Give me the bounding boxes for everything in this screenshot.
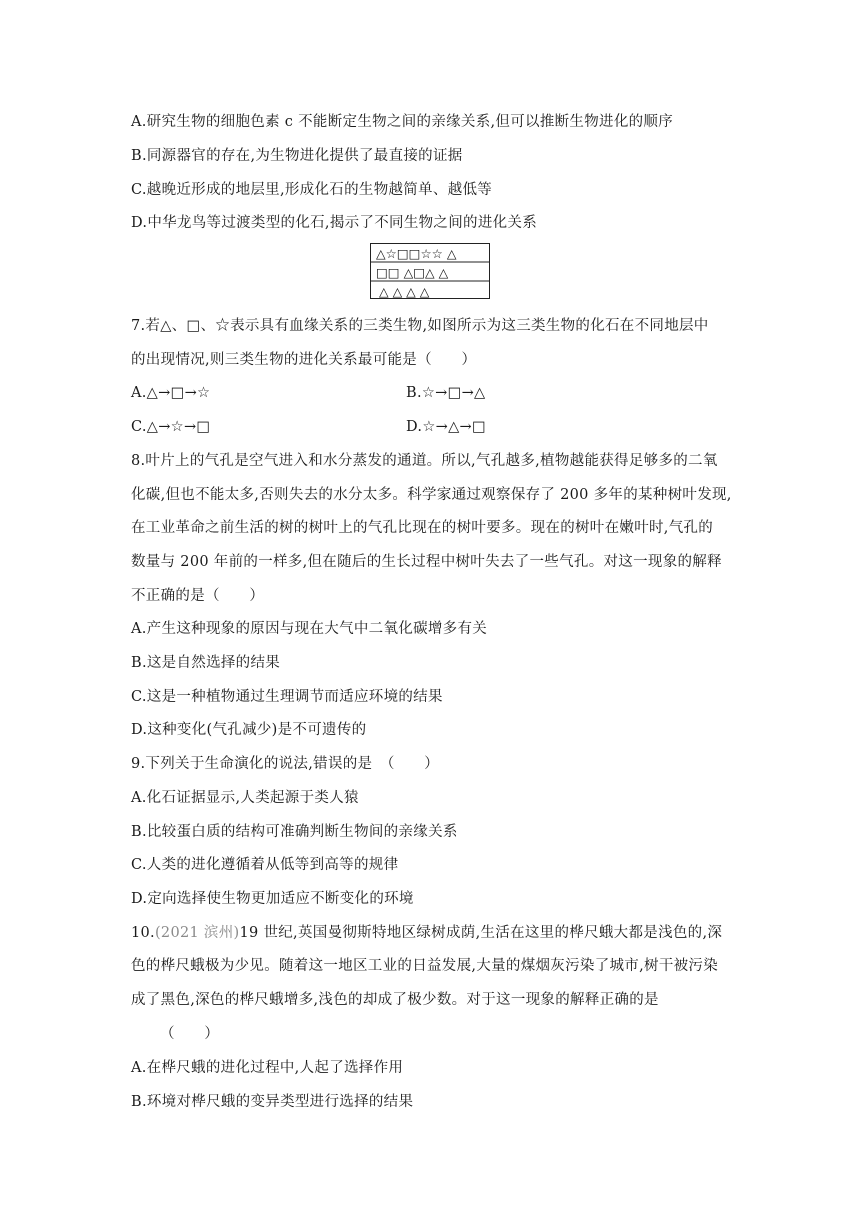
q10-stem-line-1 (131, 923, 722, 943)
q8-stem-line-2: 化碳,但也不能太多,否则失去的水分太多。科学家通过观察保存了 200 多年的某种树叶发现, (131, 487, 732, 503)
q9-option-d: D.定向选择使生物更加适应不断变化的环境 (131, 891, 414, 907)
q10-answer-blank: （ ） (160, 1026, 220, 1042)
q10-source-tag: (2021 滨州) (154, 925, 240, 941)
q10-option-b: B.环境对桦尺蛾的变异类型进行选择的结果 (131, 1094, 414, 1110)
q6-option-b: B.同源器官的存在,为生物进化提供了最直接的证据 (131, 148, 463, 164)
q10-number: 10. (131, 925, 155, 941)
strata-row-1: △☆□□☆☆ △ (376, 246, 457, 261)
q10-stem-line-2: 色的桦尺蛾极为少见。随着这一地区工业的日益发展,大量的煤烟灰污染了城市,树干被污染 (131, 958, 719, 974)
q7-stem-line-2: 的出现情况,则三类生物的进化关系最可能是（ ） (131, 352, 477, 368)
q7-option-d: D.☆→△→□ (406, 419, 486, 435)
fossil-strata-figure (370, 243, 490, 299)
q8-stem-line-1: 8.叶片上的气孔是空气进入和水分蒸发的通道。所以,气孔越多,植物越能获得足够多的二氧 (131, 453, 718, 469)
q6-option-d: D.中华龙鸟等过渡类型的化石,揭示了不同生物之间的进化关系 (131, 215, 538, 231)
q8-stem-line-3: 在工业革命之前生活的树的树叶上的气孔比现在的树叶要多。现在的树叶在嫩叶时,气孔的 (131, 520, 714, 536)
q8-stem-line-5: 不正确的是（ ） (131, 588, 265, 604)
strata-row-3: △ △ △ △ (379, 284, 430, 299)
q7-option-b: B.☆→□→△ (406, 385, 486, 401)
q6-option-a: A.研究生物的细胞色素 c 不能断定生物之间的亲缘关系,但可以推断生物进化的顺序 (131, 114, 674, 130)
q7-option-c: C.△→☆→□ (131, 419, 211, 435)
q10-stem-line-3: 成了黑色,深色的桦尺蛾增多,浅色的却成了极少数。对于这一现象的解释正确的是 (131, 992, 659, 1008)
q7-stem-line-1: 7.若△、□、☆表示具有血缘关系的三类生物,如图所示为这三类生物的化石在不同地层中 (131, 318, 709, 334)
q6-option-c: C.越晚近形成的地层里,形成化石的生物越简单、越低等 (131, 182, 493, 198)
q10-stem-text: 19 世纪,英国曼彻斯特地区绿树成荫,生活在这里的桦尺蛾大都是浅色的,深 (239, 925, 723, 941)
q9-stem: 9.下列关于生命演化的说法,错误的是 （ ） (131, 756, 440, 772)
q8-option-b: B.这是自然选择的结果 (131, 655, 281, 671)
q10-option-a: A.在桦尺蛾的进化过程中,人起了选择作用 (131, 1060, 404, 1076)
q9-option-b: B.比较蛋白质的结构可准确判断生物间的亲缘关系 (131, 824, 458, 840)
q8-option-a: A.产生这种现象的原因与现在大气中二氧化碳增多有关 (131, 621, 488, 637)
q9-option-a: A.化石证据显示,人类起源于类人猿 (131, 790, 359, 806)
strata-row-2: □□ △□△ △ (376, 265, 449, 280)
q8-option-c: C.这是一种植物通过生理调节而适应环境的结果 (131, 689, 443, 705)
q7-option-a: A.△→□→☆ (131, 385, 211, 401)
q8-option-d: D.这种变化(气孔减少)是不可遗传的 (131, 722, 367, 738)
q9-option-c: C.人类的进化遵循着从低等到高等的规律 (131, 857, 399, 873)
q8-stem-line-4: 数量与 200 年前的一样多,但在随后的生长过程中树叶失去了一些气孔。对这一现象的解释 (131, 554, 722, 570)
